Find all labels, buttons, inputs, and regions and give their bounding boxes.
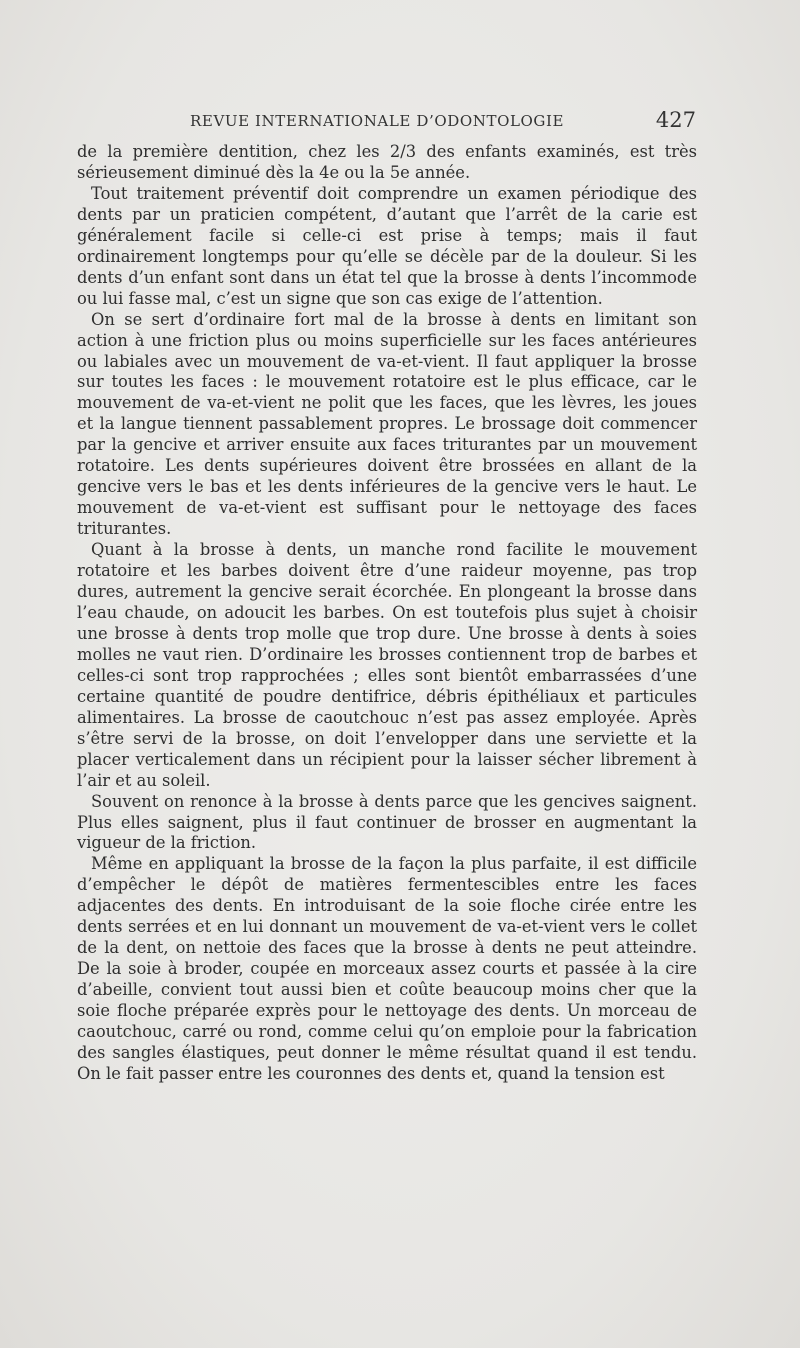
running-title: REVUE INTERNATIONALE D’ODONTOLOGIE: [190, 112, 565, 130]
paragraph: Même en appliquant la brosse de la façon la plus parfaite, il est difficile d’empêcher le dépôt de matières fermentescibles entre les faces adjacentes des dents. En introduisant de la soie floche cirée entre les dents serrées et en lui donnant un mouvement de va-et-vient vers le collet de la dent, on nettoie des faces que la brosse à dents ne peut atteindre. De la soie à broder, coupée en morceaux assez courts et passée à la cire d’abeille, convient tout aussi bien et coûte beaucoup moins cher que la soie floche préparée exprès pour le nettoyage des dents. Un morceau de caoutchouc, carré ou rond, comme celui qu’on emploie pour la fabrication des sangles élastiques, peut donner le même résultat quand il est tendu. On le fait passer entre les couronnes des dents et, quand la tension est: [77, 854, 697, 1083]
paragraph: Quant à la brosse à dents, un manche rond facilite le mouvement rotatoire et les barbes doivent être d’une raideur moyenne, pas trop dures, autrement la gencive serait écorchée. En plongeant la brosse dans l’eau chaude, on adoucit les barbes. On est toutefois plus sujet à choisir une brosse à dents trop molle que trop dure. Une brosse à dents à soies molles ne vaut rien. D’ordinaire les brosses contiennent trop de barbes et celles-ci sont trop rapprochées ; elles sont bientôt embarrassées d’une certaine quantité de poudre dentifrice, débris épithéliaux et particules alimentaires. La brosse de caoutchouc n’est pas assez employée. Après s’être servi de la brosse, on doit l’envelopper dans une serviette et la placer verticalement dans un récipient pour la laisser sécher librement à l’air et au soleil.: [77, 540, 697, 790]
paragraph: de la première dentition, chez les 2/3 des enfants examinés, est très sérieusement diminué dès la 4e ou la 5e année.: [77, 142, 697, 182]
page-header: [190, 108, 696, 134]
paragraph: Souvent on renonce à la brosse à dents parce que les gencives saignent. Plus elles saignent, plus il faut continuer de brosser en augmentant la vigueur de la friction.: [77, 791, 697, 853]
paragraph: On se sert d’ordinaire fort mal de la brosse à dents en limitant son action à une friction plus ou moins superficielle sur les faces antérieures ou labiales avec un mouvement de va-et-vient. Il faut appliquer la brosse sur toutes les faces : le mouvement rotatoire est le plus efficace, car le mouvement de va-et-vient ne polit que les faces, que les lèvres, les joues et la langue tiennent passablement propres. Le brossage doit commencer par la gencive et arriver ensuite aux faces triturantes par un mouvement rotatoire. Les dents supérieures doivent être brossées en allant de la gencive vers le bas et les dents inférieures de la gencive vers le haut. Le mouvement de va-et-vient est suffisant pour le nettoyage des faces triturantes.: [77, 309, 697, 539]
body-text: [77, 142, 697, 1192]
paragraph: Tout traitement préventif doit comprendre un examen périodique des dents par un praticien compétent, d’autant que l’arrêt de la carie est généralement facile si celle-ci est prise à temps; mais il faut ordinairement longtemps pour qu’elle se décèle par de la douleur. Si les dents d’un enfant sont dans un état tel que la brosse à dents l’incommode ou lui fasse mal, c’est un signe que son cas exige de l’attention.: [77, 183, 697, 308]
page-number: 427: [655, 108, 696, 132]
